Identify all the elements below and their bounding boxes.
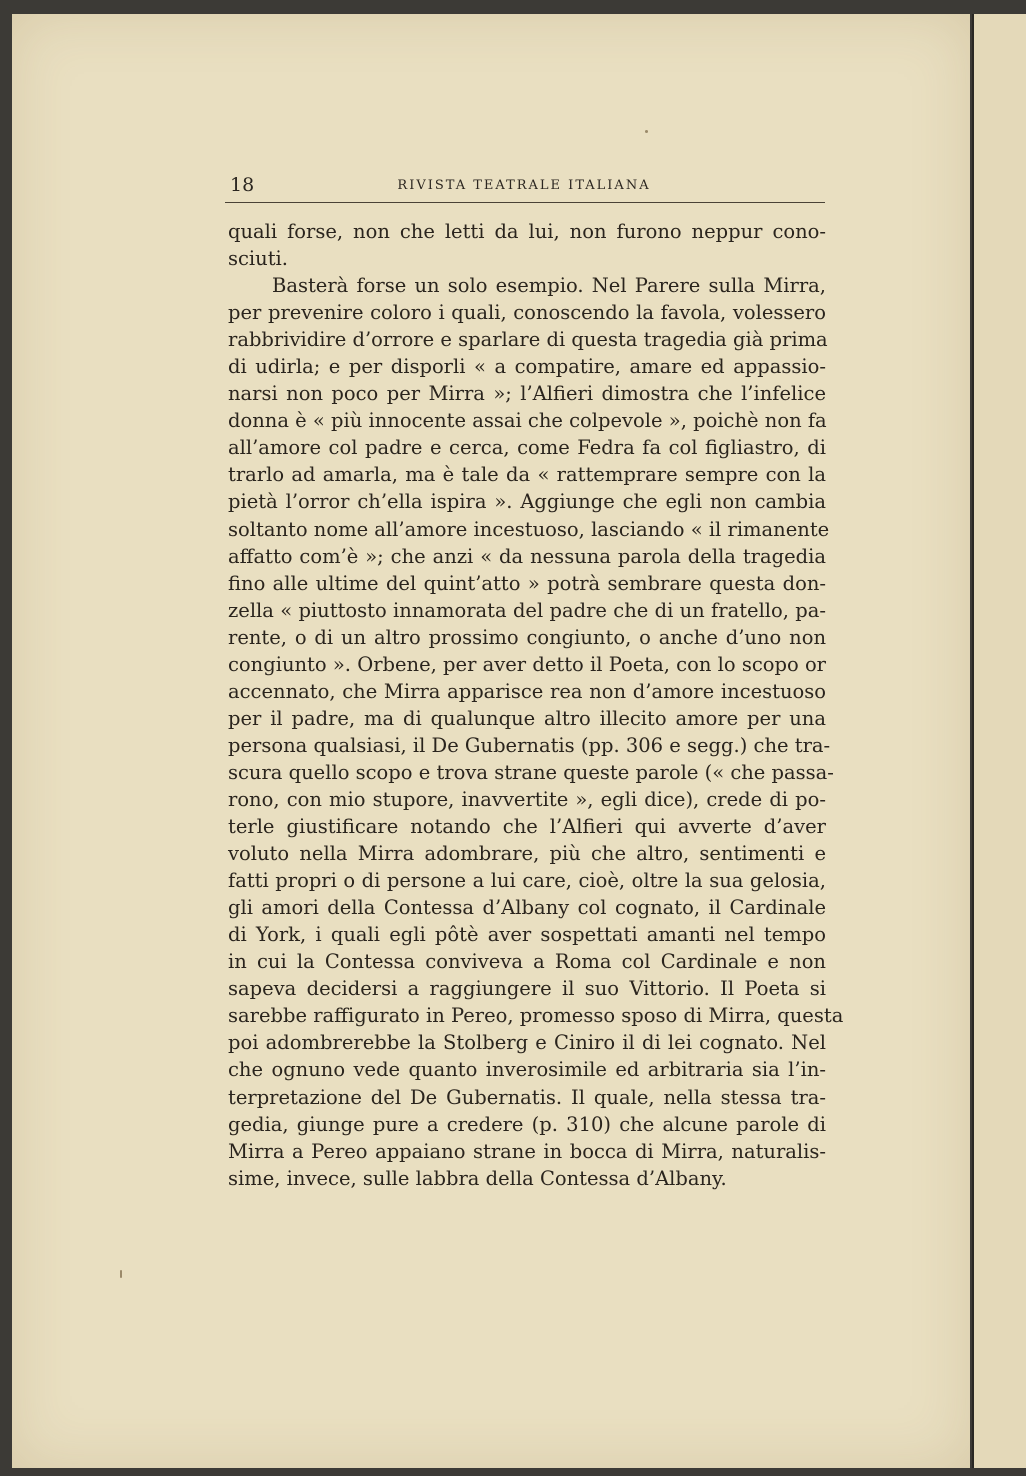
text-line: per il padre, ma di qualunque altro illecito amore per una [228, 706, 826, 730]
text-line: terle giustificare notando che l’Alfieri qui avverte d’aver [228, 815, 826, 839]
text-line: di udirla; e per disporli « a compatire, amare ed appassio- [228, 355, 826, 379]
text-line: di York, i quali egli pôtè aver sospettati amanti nel tempo [228, 923, 826, 947]
text-line: terpretazione del De Gubernatis. Il quale, nella stessa tra- [228, 1085, 826, 1109]
text-line: sarebbe raffigurato in Pereo, promesso sposo di Mirra, questa [228, 1004, 844, 1028]
text-line: affatto com’è »; che anzi « da nessuna parola della tragedia [228, 544, 826, 568]
text-line: sciuti. [228, 247, 288, 271]
text-line: voluto nella Mirra adombrare, più che altro, sentimenti e [228, 842, 826, 866]
text-line: rono, con mio stupore, inavvertite », egli dice), crede di po- [228, 787, 826, 811]
text-line: poi adombrerebbe la Stolberg e Ciniro il di lei cognato. Nel [228, 1031, 826, 1055]
text-line: gli amori della Contessa d’Albany col cognato, il Cardinale [228, 896, 826, 920]
text-line: gedia, giunge pure a credere (p. 310) che alcune parole di [228, 1112, 826, 1136]
paper-speck [120, 1270, 122, 1278]
paper-speck [645, 130, 648, 133]
text-line: scura quello scopo e trova strane queste parole (« che passa- [228, 760, 834, 784]
text-line: rabbrividire d’orrore e sparlare di questa tragedia già prima [228, 328, 828, 352]
running-title: RIVISTA TEATRALE ITALIANA [397, 178, 651, 193]
text-line: congiunto ». Orbene, per aver detto il Poeta, con lo scopo or [228, 652, 826, 676]
text-line: narsi non poco per Mirra »; l’Alfieri dimostra che l’infelice [228, 382, 826, 406]
text-line: pietà l’orror ch’ella ispira ». Aggiunge che egli non cambia [228, 490, 826, 514]
text-line: per prevenire coloro i quali, conoscendo la favola, volessero [228, 301, 826, 325]
text-line: in cui la Contessa conviveva a Roma col Cardinale e non [228, 950, 826, 974]
adjacent-page-edge [972, 14, 1026, 1468]
text-line: persona qualsiasi, il De Gubernatis (pp. 306 e segg.) che tra- [228, 733, 831, 757]
page-header [218, 174, 830, 202]
text-line: rente, o di un altro prossimo congiunto, o anche d’uno non [228, 625, 826, 649]
text-line: che ognuno vede quanto inverosimile ed arbitraria sia l’in- [228, 1058, 826, 1082]
text-line: Mirra a Pereo appaiano strane in bocca di Mirra, naturalis- [228, 1139, 826, 1163]
text-line: soltanto nome all’amore incestuoso, lasciando « il rimanente [228, 517, 830, 541]
body-text [228, 218, 844, 1192]
text-line: zella « piuttosto innamorata del padre che di un fratello, pa- [228, 598, 826, 622]
text-line: sime, invece, sulle labbra della Contessa d’Albany. [228, 1166, 727, 1190]
text-line: donna è « più innocente assai che colpevole », poichè non fa [228, 409, 827, 433]
text-line: all’amore col padre e cerca, come Fedra fa col figliastro, di [228, 436, 826, 460]
text-line: accennato, che Mirra apparisce rea non d’amore incestuoso [228, 679, 826, 703]
text-line: fino alle ultime del quint’atto » potrà sembrare questa don- [228, 571, 826, 595]
text-line: trarlo ad amarla, ma è tale da « rattemprare sempre con la [228, 463, 826, 487]
text-line: quali forse, non che letti da lui, non furono neppur cono- [228, 220, 826, 243]
text-line: Basterà forse un solo esempio. Nel Parere sulla Mirra, [272, 274, 826, 298]
page-number: 18 [230, 174, 255, 196]
text-line: fatti propri o di persone a lui care, cioè, oltre la sua gelosia, [228, 869, 826, 893]
text-line: sapeva decidersi a raggiungere il suo Vittorio. Il Poeta si [228, 977, 826, 1001]
header-rule [225, 202, 825, 203]
